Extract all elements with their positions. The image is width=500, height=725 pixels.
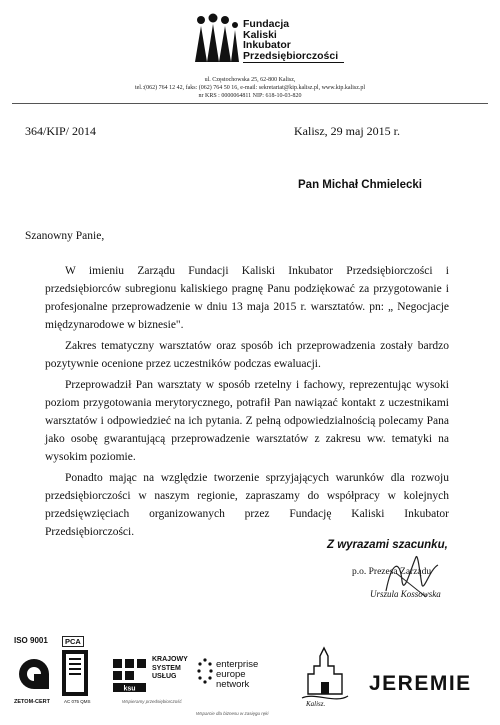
een-name-line: europe: [216, 669, 246, 680]
letterhead-divider: [12, 103, 488, 104]
jeremie-logo-text: JEREMIE: [369, 672, 472, 695]
zetom-cert-label: ZETOM-CERT: [14, 699, 50, 705]
svg-text:ksu: ksu: [123, 685, 136, 693]
ksu-logo-icon: [109, 655, 149, 695]
ksu-name-line: USŁUG: [152, 673, 177, 680]
signatory-role: p.o. Prezesa Zarządu: [352, 567, 432, 577]
closing-phrase: Z wyrazami szacunku,: [327, 539, 448, 551]
iso-label: ISO 9001: [14, 636, 48, 645]
address-line: tel.:(062) 764 12 42, faks: (062) 764 50 16, e-mail: sekretariat@kip.kalisz.pl, www.kip.kalisz.pl: [134, 85, 366, 91]
foundation-name-line: Kaliski: [243, 28, 277, 41]
ksu-name-line: KRAJOWY: [152, 656, 188, 663]
letterhead-address: [0, 76, 500, 100]
address-line: ul. Częstochowska 25, 62-800 Kalisz,: [204, 77, 296, 83]
recipient-name: Pan Michał Chmielecki: [298, 179, 422, 191]
letter-body: [45, 262, 449, 544]
foundation-logo-mark-icon: [186, 12, 244, 64]
ksu-name-line: SYSTEM: [152, 664, 181, 672]
body-paragraph: Zakres tematyczny warsztatów oraz sposób ich przeprowadzenia zostały bardzo pozytywnie ocenione przez uczestników podczas ewaluacji.: [45, 340, 449, 370]
kalisz-label: Kalisz.: [306, 700, 326, 708]
body-paragraph: W imieniu Zarządu Fundacji Kaliski Inkubator Przedsiębiorczości i przedsiębiorców subregionu kaliskiego pragnę Panu podziękować za przygotowanie i profesjonalne przeprowadzenie w dniu 13 maja 2015 r. warsztatów. pn: „ Negocjacje międzynarodowe w biznesie".: [45, 265, 449, 331]
foundation-name-line: Inkubator: [243, 39, 291, 51]
een-name-line: enterprise: [216, 659, 259, 670]
ksu-tagline: Wspieramy przedsiębiorczość: [122, 699, 182, 704]
een-star-icon: [196, 656, 214, 696]
reference-number: 364/KIP/ 2014: [25, 124, 97, 138]
foundation-name-line: Przedsiębiorczości: [243, 50, 344, 63]
letter-date: Kalisz, 29 maj 2015 r.: [294, 124, 400, 138]
een-tagline: Wsparcie dla biznesu w zasięgu ręki: [196, 711, 269, 716]
foundation-name: [243, 19, 344, 61]
qms-label: AC 075 QMS: [64, 699, 91, 704]
pca-label: PCA: [62, 636, 84, 647]
een-name-line: network: [216, 679, 250, 690]
body-paragraph: Przeprowadził Pan warsztaty w sposób rzetelny i fachowy, reprezentując wysoki poziom przygotowania merytorycznego, potrafił Pan nawiązać kontakt z uczestnikami warsztatów i odpowiedzieć na ich pytania. Z pełną odpowiedzialnością polecamy Pana jako osobę gwarantującą przeprowadzenie warsztatów z zakresu ww. tematyki na wysokim poziomie.: [45, 379, 449, 463]
body-paragraph: Ponadto mając na względzie tworzenie sprzyjających warunków dla rozwoju przedsiębiorczości w naszym regionie, zapraszamy do współpracy w kolejnych przedsięwzięciach organizowanych przez Fundację Kaliski Inkubator Przedsiębiorczości.: [45, 472, 449, 538]
ksu-name: [152, 656, 188, 682]
address-line: nr KRS : 0000064811 NIP: 618-10-03-820: [198, 93, 302, 99]
signatory-name: Urszula Kossowska: [370, 589, 441, 599]
foundation-name-line: Fundacja: [243, 18, 290, 30]
salutation: Szanowny Panie,: [25, 230, 105, 242]
een-name: [216, 660, 258, 690]
